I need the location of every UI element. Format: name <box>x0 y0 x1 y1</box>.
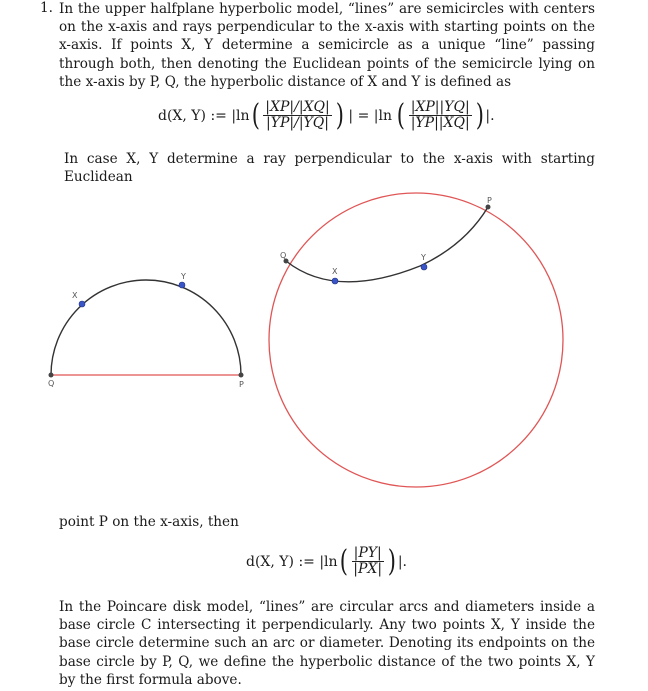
point-x <box>79 301 85 307</box>
fraction-ray <box>351 546 384 577</box>
paragraph-ray-point: point P on the x-axis, then <box>59 514 239 530</box>
base-circle <box>269 193 563 487</box>
paren-close: ) <box>335 97 344 133</box>
paragraph-poincare-disk: In the Poincare disk model, “lines” are circular arcs and diameters inside a base circle C intersecting it perpendicularly. Any two points X, Y inside the base circle determine such an arc or diameter. Denoting its endpoints on the base circle by P, Q, we define the hyperbolic distance of the two points X, Y by the first formula above. <box>59 599 595 688</box>
formula1-end: |. <box>485 107 495 124</box>
paragraph-ray-case: In case X, Y determine a ray perpendicular to the x-axis with starting Euclidean <box>64 151 595 186</box>
fraction-1-denominator: |YP|/|YQ| <box>266 115 329 131</box>
semicircle-arc <box>51 280 241 375</box>
paren-open: ( <box>339 543 348 579</box>
label-q: Q <box>48 379 55 388</box>
fraction-1-numerator: |XP|/|XQ| <box>265 99 330 115</box>
formula1-lhs: d(X, Y) := |ln <box>158 107 250 124</box>
formula1-middle: | = |ln <box>348 107 392 124</box>
point-q <box>49 373 54 378</box>
item-number: 1. <box>40 0 53 16</box>
label-x: X <box>72 291 78 300</box>
label-p: P <box>487 196 492 205</box>
point-p <box>486 205 491 210</box>
point-p <box>239 373 244 378</box>
paren-close: ) <box>475 97 484 133</box>
fraction-2-numerator: |XP||YQ| <box>410 99 470 115</box>
formula2-end: |. <box>397 553 407 570</box>
paren-open: ( <box>251 97 260 133</box>
label-p: P <box>239 380 244 389</box>
point-y <box>179 282 185 288</box>
fraction-2-denominator: |YP||XQ| <box>410 115 470 131</box>
label-q: Q <box>280 251 287 260</box>
point-x <box>332 278 338 284</box>
paragraph-upper-halfplane: In the upper halfplane hyperbolic model, “lines” are semicircles with centers on the x-axis and rays perpendicular to the x-axis with starting points on the x-axis. If points X, Y determine a semicircle as a unique “line” passing through both, then denoting the Euclidean points of the semicircle lying on the x-axis by P, Q, the hyperbolic distance of X and Y is defined as <box>59 1 595 90</box>
formula2-lhs: d(X, Y) := |ln <box>246 553 338 570</box>
paren-open: ( <box>396 97 405 133</box>
fraction-ray-numerator: |PY| <box>353 545 382 561</box>
hyperbolic-arc <box>286 207 488 282</box>
fraction-ray-denominator: |PX| <box>353 561 383 577</box>
paren-close: ) <box>387 543 397 579</box>
label-x: X <box>332 267 338 276</box>
point-y <box>421 264 427 270</box>
figure-poincare-disk <box>269 193 563 487</box>
label-y: Y <box>181 272 186 281</box>
figure-upper-halfplane <box>48 272 244 389</box>
label-y: Y <box>421 253 426 262</box>
formula-ray-distance <box>246 543 407 579</box>
